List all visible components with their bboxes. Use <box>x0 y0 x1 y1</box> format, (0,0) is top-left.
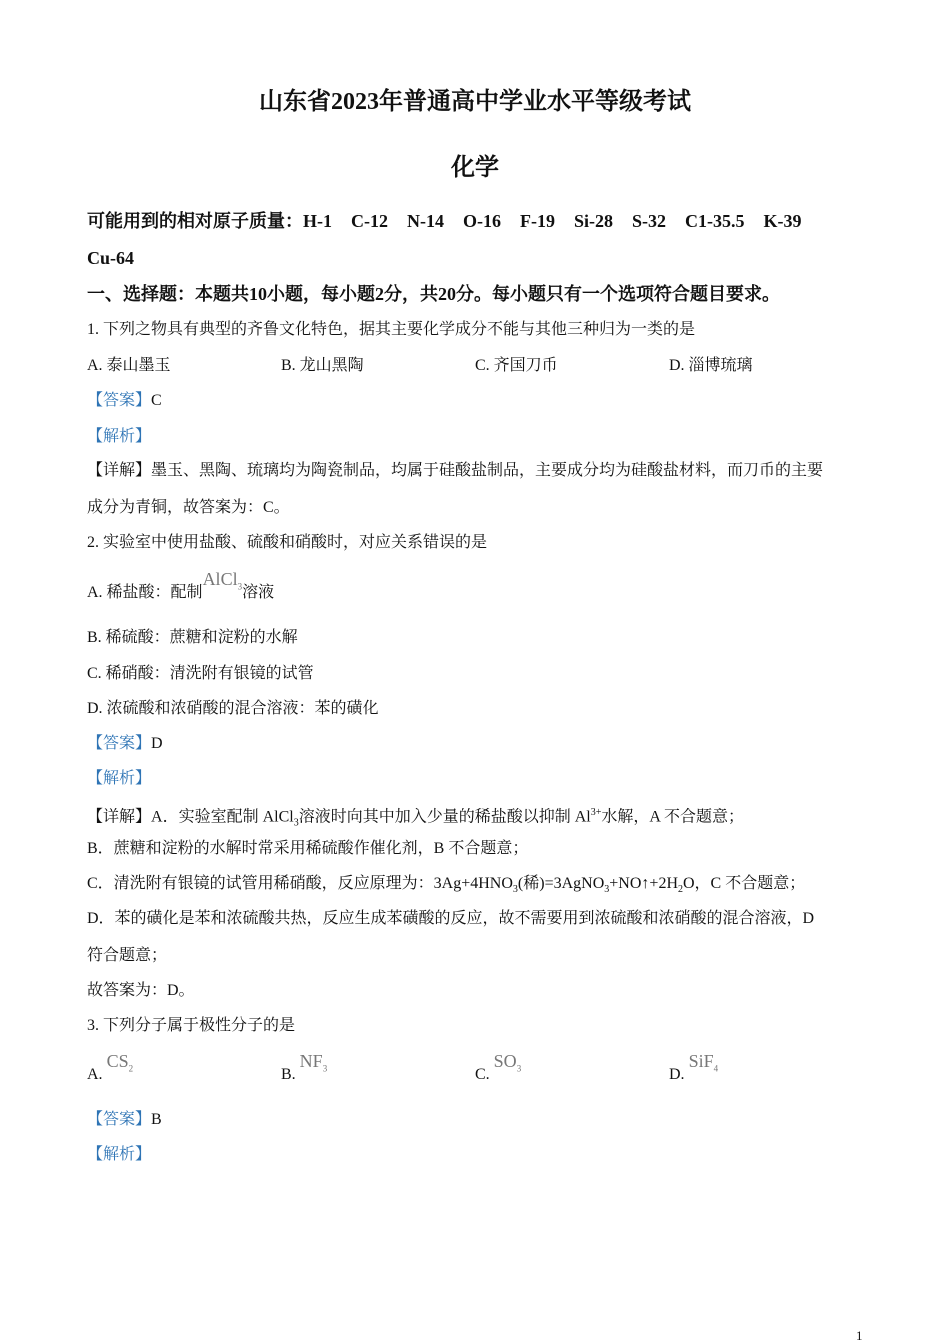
atomic-masses <box>87 211 821 231</box>
q1-analysis-tag: 【解析】 <box>87 428 152 445</box>
mass: N-14 <box>407 211 444 231</box>
mass: K-39 <box>763 211 802 231</box>
t: 3 <box>512 884 518 896</box>
q2-detail-a <box>87 803 744 834</box>
q3-option-a <box>87 1051 134 1091</box>
t: D. <box>669 1066 685 1083</box>
q3-option-d <box>669 1051 719 1091</box>
t: (稀)=3AgNO <box>517 875 605 892</box>
q2-conclusion: 故答案为：D。 <box>87 982 195 999</box>
t: 3 <box>322 1063 328 1074</box>
q3-option-c <box>475 1051 522 1091</box>
q1-detail-cont: 成分为青铜，故答案为：C。 <box>87 499 290 516</box>
t: +NO↑+2H <box>609 875 678 892</box>
t: A. <box>87 1066 103 1083</box>
mass: C-12 <box>351 211 388 231</box>
answer-value: B <box>151 1111 162 1128</box>
t: 3 <box>516 1063 522 1074</box>
q1-answer <box>87 391 162 411</box>
mass: H-1 <box>303 211 332 231</box>
detail-tag: 【详解】 <box>87 808 152 826</box>
t: SO <box>493 1051 517 1071</box>
q2-detail-c <box>87 874 805 900</box>
t: 水解，A 不合题意； <box>601 808 745 826</box>
t: A．实验室配制 AlCl <box>151 808 294 826</box>
t: NF <box>299 1051 323 1071</box>
q3-stem: 3. 下列分子属于极性分子的是 <box>87 1017 296 1034</box>
page-number: 1 <box>856 1328 863 1343</box>
answer-tag: 【答案】 <box>87 735 152 752</box>
q1-detail <box>87 461 823 481</box>
q1-stem: 1. 下列之物具有典型的齐鲁文化特色，据其主要化学成分不能与其他三种归为一类的是 <box>87 321 696 338</box>
q3-option-b <box>281 1051 328 1091</box>
t: 3 <box>293 817 299 829</box>
t: 3+ <box>590 807 602 818</box>
q2-answer <box>87 734 163 754</box>
t: 溶液时向其中加入少量的稀盐酸以抑制 Al <box>298 808 591 826</box>
answer-value: D <box>151 735 163 752</box>
q2-detail-d-cont: 符合题意； <box>87 947 168 964</box>
page-title: 山东省2023年普通高中学业水平等级考试 <box>259 89 691 115</box>
t: C. <box>475 1066 490 1083</box>
t: 2 <box>678 884 683 896</box>
t: C．清洗附有银镜的试管用稀硝酸，反应原理为：3Ag+4HNO <box>87 875 513 892</box>
answer-tag: 【答案】 <box>87 1111 152 1128</box>
formula-text: AlCl <box>202 569 238 589</box>
q1-option-c: C. 齐国刀币 <box>475 357 558 374</box>
formula <box>688 1051 719 1074</box>
mass: O-16 <box>463 211 501 231</box>
q1-option-d: D. 淄博琉璃 <box>669 357 753 374</box>
q1-option-b: B. 龙山黑陶 <box>281 357 364 374</box>
answer-value: C <box>151 392 162 409</box>
t: SiF <box>688 1051 714 1071</box>
formula <box>299 1051 328 1074</box>
mass: Si-28 <box>574 211 614 231</box>
mass-cu: Cu-64 <box>87 248 135 268</box>
q3-answer <box>87 1110 162 1130</box>
formula <box>202 569 243 592</box>
q2-detail-d: D．苯的磺化是苯和浓硫酸共热，反应生成苯磺酸的反应，故不需要用到浓硫酸和浓硝酸的混合溶液，D <box>87 910 815 927</box>
q1-option-a: A. 泰山墨玉 <box>87 357 171 374</box>
t: 2 <box>128 1063 134 1074</box>
mass: S-32 <box>632 211 667 231</box>
option-text: A. 稀盐酸：配制 <box>87 584 203 601</box>
option-text: 溶液 <box>242 584 275 601</box>
masses-label: 可能用到的相对原子质量： <box>87 211 303 231</box>
q2-detail-b: B．蔗糖和淀粉的水解时常采用稀硫酸作催化剂，B 不合题意； <box>87 840 529 857</box>
t: O，C 不合题意； <box>683 875 806 892</box>
answer-tag: 【答案】 <box>87 392 152 409</box>
formula-sub: 3 <box>237 581 243 592</box>
detail-text: 墨玉、黑陶、琉璃均为陶瓷制品，均属于硅酸盐制品，主要成分均为硅酸盐材料，而刀币的主要 <box>151 462 824 479</box>
formula <box>106 1051 134 1074</box>
t: CS <box>106 1051 129 1071</box>
q2-option-a <box>87 569 275 609</box>
detail-tag: 【详解】 <box>87 462 152 479</box>
t: B. <box>281 1066 296 1083</box>
t: 3 <box>604 884 610 896</box>
mass: F-19 <box>520 211 555 231</box>
q2-stem: 2. 实验室中使用盐酸、硫酸和硝酸时，对应关系错误的是 <box>87 534 488 551</box>
q3-analysis-tag: 【解析】 <box>87 1146 152 1163</box>
mass: C1-35.5 <box>685 211 745 231</box>
section-heading: 一、选择题：本题共10小题，每小题2分，共20分。每小题只有一个选项符合题目要求。 <box>87 284 780 304</box>
formula <box>493 1051 522 1074</box>
q2-option-b: B. 稀硫酸：蔗糖和淀粉的水解 <box>87 629 298 646</box>
q2-option-d: D. 浓硫酸和浓硝酸的混合溶液：苯的磺化 <box>87 700 379 717</box>
q2-option-c: C. 稀硝酸：清洗附有银镜的试管 <box>87 665 314 682</box>
t: 4 <box>713 1063 719 1074</box>
subject-title: 化学 <box>451 155 499 181</box>
q2-analysis-tag: 【解析】 <box>87 770 152 787</box>
